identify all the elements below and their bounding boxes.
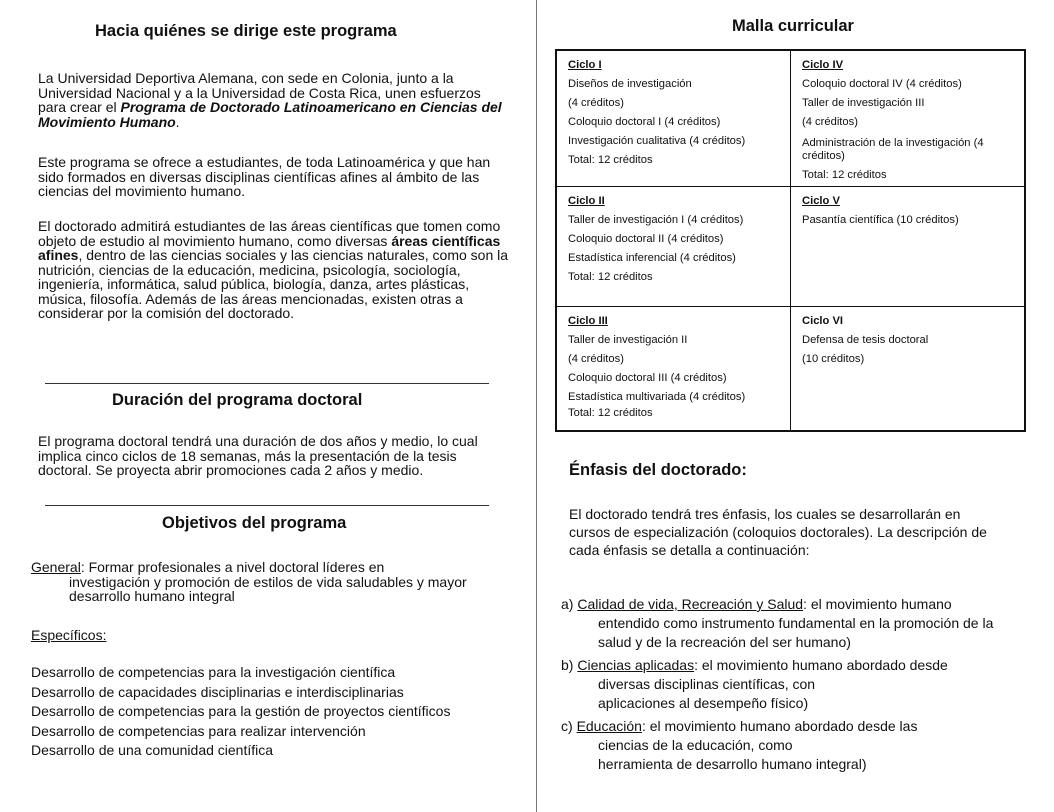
cycle-line: (4 créditos) <box>568 353 624 365</box>
cycle-title: Ciclo IV <box>802 59 844 71</box>
cycle-line: (4 créditos) <box>802 116 858 128</box>
cycle-cell <box>791 50 1026 187</box>
cycle-line: Estadística multivariada (4 créditos) <box>568 391 746 403</box>
cycle-line: Estadística inferencial (4 créditos) <box>568 252 736 264</box>
section-rule <box>45 383 489 384</box>
cycle-title: Ciclo V <box>802 195 840 207</box>
audience-paragraph-3 <box>38 219 510 321</box>
audience-p3-end: , dentro de las ciencias sociales y las ciencias naturales, como son la nutrición, ciencias de la educación, medicina, psicología, sociología, ingeniería, informática, salud pública, biología, danza, artes plásticas, música, filosofía. Además de las áreas mencionadas, existen otras a considerar por la comisión del doctorado. <box>38 247 509 321</box>
cycle-line: Total: 12 créditos <box>568 271 653 283</box>
list-item: Desarrollo de capacidades disciplinarias e interdisciplinarias <box>31 683 404 700</box>
general-text-rest: investigación y promoción de estilos de vida saludables y mayor desarrollo humano integral <box>69 573 467 604</box>
duration-paragraph: El programa doctoral tendrá una duración de dos años y medio, lo cual implica cinco ciclos de 18 semanas, más la presentación de la tesis doctoral. Se proyecta abrir promociones cada 2 años y medio. <box>38 433 478 478</box>
cycle-line: Taller de investigación III <box>802 97 925 109</box>
cycle-title: Ciclo I <box>568 59 602 71</box>
specific-label: Específicos: <box>31 627 107 643</box>
cycle-line: Diseños de investigación <box>568 78 692 90</box>
list-item: Desarrollo de una comunidad científica <box>31 742 274 758</box>
cycle-line: Administración de la investigación (4 créditos) <box>802 137 984 162</box>
specific-objectives-list <box>31 663 450 761</box>
duration-heading: Duración del programa doctoral <box>112 391 363 409</box>
emphasis-item-b <box>561 656 1021 713</box>
emphasis-item-a <box>561 595 1021 652</box>
emphasis-text: : el movimiento humano <box>803 596 952 612</box>
emphasis-text-rest: ciencias de la educación, como herramienta de desarrollo humano integral) <box>598 737 867 772</box>
audience-p3-text: El doctorado admitirá estudiantes de las áreas científicas que tomen como objeto de estudio al movimiento humano, como diversas <box>38 218 501 249</box>
audience-paragraph-2: Este programa se ofrece a estudiantes, de toda Latinoamérica y que han sido formados en diversas disciplinas científicas afines al ámbito de las ciencias del movimiento humano. <box>38 154 491 199</box>
cycle-title: Ciclo II <box>568 195 605 207</box>
cycle-line: (4 créditos) <box>568 97 624 109</box>
cycle-title: Ciclo III <box>568 315 608 327</box>
list-item: Desarrollo de competencias para realizar intervención <box>31 722 366 739</box>
emphasis-text: : el movimiento humano abordado desde las <box>641 718 918 734</box>
cycle-line: Coloquio doctoral III (4 créditos) <box>568 372 727 384</box>
cycle-line: Taller de investigación II <box>568 334 688 346</box>
list-item: Desarrollo de competencias para la gestión de proyectos científicos <box>31 703 451 719</box>
program-name: Programa de Doctorado Latinoamericano en Ciencias del Movimiento Humano <box>38 99 502 130</box>
emphasis-text-rest: entendido como instrumento fundamental en la promoción de la salud y de la recreación del ser humano) <box>598 615 994 650</box>
emphasis-label: Calidad de vida, Recreación y Salud <box>577 596 804 612</box>
objectives-heading: Objetivos del programa <box>162 514 347 532</box>
cycle-cell <box>556 50 791 187</box>
cycle-line: Total: 12 créditos <box>802 169 887 181</box>
emphasis-label: Ciencias aplicadas <box>577 657 695 673</box>
cycle-cell <box>556 187 791 307</box>
general-text: : Formar profesionales a nivel doctoral líderes en <box>80 559 385 575</box>
emphasis-text-rest: diversas disciplinas científicas, con aplicaciones al desempeño físico) <box>598 676 816 711</box>
malla-heading: Malla curricular <box>732 17 854 35</box>
cycle-title: Ciclo VI <box>802 315 844 327</box>
item-prefix: b) <box>561 657 578 673</box>
cycle-line: Pasantía científica (10 créditos) <box>802 214 959 226</box>
audience-heading: Hacia quiénes se dirige este programa <box>95 22 397 40</box>
audience-p1-text: La Universidad Deportiva Alemana, con sede en Colonia, junto a la Universidad Nacional y a la Universidad de Costa Rica, unen esfuerzos para crear el <box>38 70 481 115</box>
item-prefix: c) <box>561 718 577 734</box>
cycle-line: (10 créditos) <box>802 353 865 365</box>
general-label: General <box>31 559 81 575</box>
cycle-line: Taller de investigación I (4 créditos) <box>568 214 744 226</box>
emphasis-label: Educación <box>576 718 642 734</box>
audience-p1-end: . <box>175 113 180 130</box>
general-objective <box>31 560 501 604</box>
cycle-line: Investigación cualitativa (4 créditos) <box>568 135 746 147</box>
column-divider <box>536 0 537 812</box>
related-fields-emphasis: áreas científicas afines <box>38 232 501 263</box>
item-prefix: a) <box>561 596 578 612</box>
emphasis-text: : el movimiento humano abordado desde <box>694 657 948 673</box>
list-item: Desarrollo de competencias para la investigación científica <box>31 664 396 680</box>
cycle-line: Coloquio doctoral IV (4 créditos) <box>802 78 962 90</box>
cycle-cell <box>556 307 791 432</box>
cycle-line: Coloquio doctoral I (4 créditos) <box>568 116 721 128</box>
emphasis-intro: El doctorado tendrá tres énfasis, los cuales se desarrollarán en cursos de especialización (coloquios doctorales). La descripción de cada énfasis se detalla a continuación: <box>569 506 987 558</box>
emphasis-heading: Énfasis del doctorado: <box>569 461 747 479</box>
cycle-line: Total: 12 créditos <box>568 154 653 166</box>
cycle-line: Coloquio doctoral II (4 créditos) <box>568 233 724 245</box>
cycle-line: Total: 12 créditos <box>568 407 653 419</box>
section-rule <box>45 505 489 506</box>
curriculum-table <box>555 49 1026 432</box>
cycle-line: Defensa de tesis doctoral <box>802 334 929 346</box>
cycle-cell <box>791 187 1026 307</box>
audience-paragraph-1 <box>38 71 510 129</box>
cycle-cell <box>791 307 1026 432</box>
emphasis-item-c <box>561 717 1021 774</box>
